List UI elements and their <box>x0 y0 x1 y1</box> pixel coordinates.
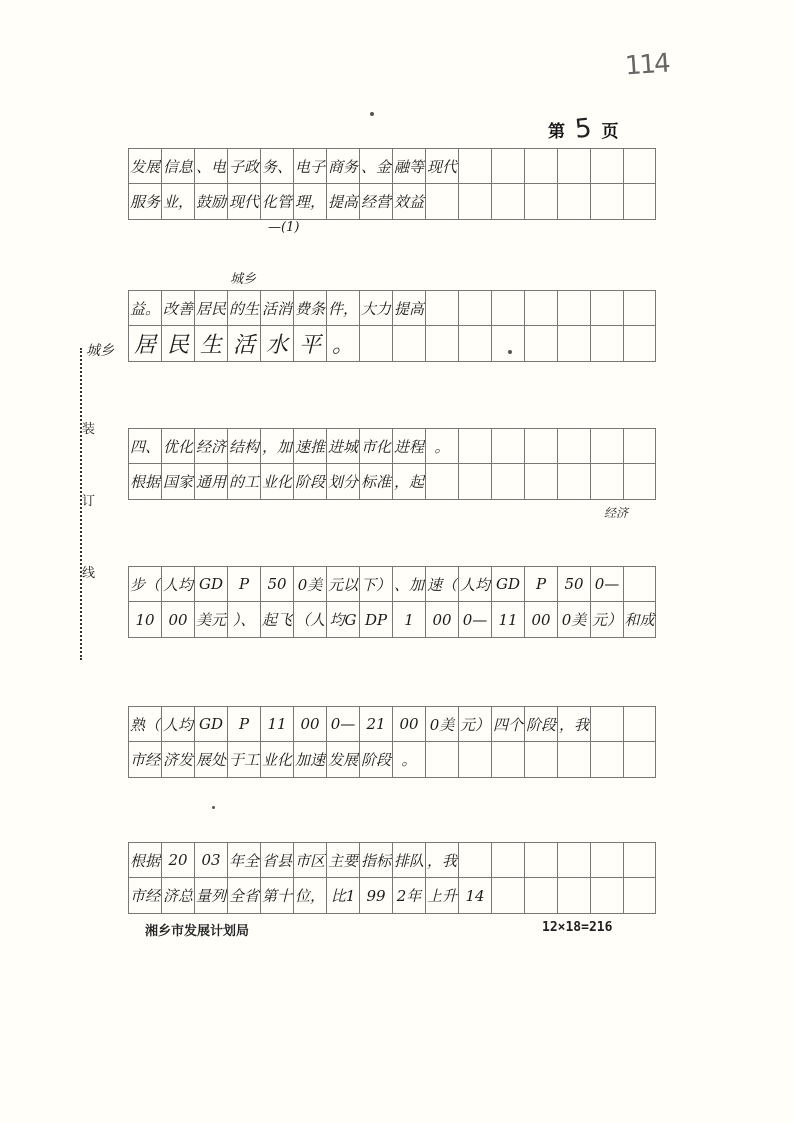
grid-cell: DP <box>359 602 392 638</box>
grid-cell: 标准 <box>359 464 392 500</box>
grid-cell: 人均 <box>161 566 194 602</box>
manuscript-line-7 <box>128 566 656 602</box>
grid-cell: 熟（ <box>128 706 161 742</box>
grid-cell: 业化 <box>260 742 293 778</box>
grid-cell: GD <box>194 566 227 602</box>
grid-cell: 大力 <box>359 290 392 326</box>
grid-cell: 电子 <box>293 148 326 184</box>
grid-cell: 四、 <box>128 428 161 464</box>
grid-cell <box>524 878 557 914</box>
insert-mark: —(1) <box>268 220 300 235</box>
margin-insert-note: 城乡 <box>230 272 257 287</box>
grid-cell: P <box>524 566 557 602</box>
grid-cell <box>458 742 491 778</box>
grid-cell: 指标 <box>359 842 392 878</box>
grid-cell: 年全 <box>227 842 260 878</box>
grid-cell: 均G <box>326 602 359 638</box>
grid-cell: 起飞 <box>260 602 293 638</box>
grid-cell <box>623 706 656 742</box>
grid-cell <box>623 326 656 362</box>
grid-cell: 全省 <box>227 878 260 914</box>
grid-cell: P <box>227 706 260 742</box>
grid-cell <box>590 290 623 326</box>
grid-cell: 子政 <box>227 148 260 184</box>
grid-cell: 。 <box>425 428 458 464</box>
grid-cell <box>557 742 590 778</box>
grid-cell: 元以 <box>326 566 359 602</box>
grid-cell: 人均 <box>458 566 491 602</box>
grid-cell <box>425 290 458 326</box>
grid-cell: 人均 <box>161 706 194 742</box>
grid-cell: 00 <box>293 706 326 742</box>
grid-cell: 0— <box>590 566 623 602</box>
grid-cell <box>491 290 524 326</box>
binding-label-middle: 订 <box>82 488 95 511</box>
grid-cell: 00 <box>524 602 557 638</box>
grid-cell: 通用 <box>194 464 227 500</box>
grid-cell: 、金 <box>359 148 392 184</box>
grid-cell <box>458 184 491 220</box>
grid-cell <box>557 184 590 220</box>
grid-cell: 14 <box>458 878 491 914</box>
grid-cell: 主要 <box>326 842 359 878</box>
grid-cell <box>590 742 623 778</box>
grid-cell: 费条 <box>293 290 326 326</box>
manuscript-line-4 <box>128 326 656 362</box>
grid-cell <box>524 428 557 464</box>
grid-cell: 00 <box>425 602 458 638</box>
grid-cell: GD <box>194 706 227 742</box>
grid-cell <box>491 464 524 500</box>
binding-label-top: 装 <box>82 416 95 439</box>
grid-cell <box>458 326 491 362</box>
grid-cell: 民 <box>161 326 194 362</box>
grid-cell: 业， <box>161 184 194 220</box>
grid-cell: 50 <box>260 566 293 602</box>
grid-cell: 融等 <box>392 148 425 184</box>
manuscript-line-2 <box>128 184 656 220</box>
grid-cell <box>491 148 524 184</box>
grid-cell <box>491 742 524 778</box>
grid-cell <box>524 842 557 878</box>
grid-cell <box>623 184 656 220</box>
grid-cell: ，加 <box>260 428 293 464</box>
left-margin-note: 城乡 <box>86 343 114 359</box>
grid-cell <box>557 878 590 914</box>
grid-cell: P <box>227 566 260 602</box>
grid-cell: 改善 <box>161 290 194 326</box>
grid-cell <box>623 428 656 464</box>
grid-cell <box>590 706 623 742</box>
grid-cell: 上升 <box>425 878 458 914</box>
grid-cell: 经济 <box>194 428 227 464</box>
manuscript-line-10 <box>128 742 656 778</box>
grid-cell: 进程 <box>392 428 425 464</box>
grid-cell: 省县 <box>260 842 293 878</box>
grid-cell <box>425 742 458 778</box>
grid-cell <box>458 464 491 500</box>
grid-cell <box>458 428 491 464</box>
grid-cell: 进城 <box>326 428 359 464</box>
grid-cell: 0美 <box>425 706 458 742</box>
grid-cell: 提高 <box>392 290 425 326</box>
grid-cell: 2年 <box>392 878 425 914</box>
grid-cell <box>557 464 590 500</box>
header-prefix: 第 <box>548 122 565 142</box>
grid-cell: 鼓励 <box>194 184 227 220</box>
manuscript-line-6 <box>128 464 656 500</box>
grid-cell <box>623 878 656 914</box>
grid-cell: ）、 <box>227 602 260 638</box>
grid-cell <box>524 148 557 184</box>
grid-cell <box>524 184 557 220</box>
grid-cell <box>359 326 392 362</box>
grid-cell: 下） <box>359 566 392 602</box>
grid-cell: 效益 <box>392 184 425 220</box>
grid-cell: 加速 <box>293 742 326 778</box>
page-header <box>548 114 619 144</box>
grid-cell: 水 <box>260 326 293 362</box>
grid-cell <box>557 428 590 464</box>
grid-cell: 量列 <box>194 878 227 914</box>
grid-cell: GD <box>491 566 524 602</box>
grid-cell: 发展 <box>128 148 161 184</box>
grid-cell: ，起 <box>392 464 425 500</box>
right-margin-note: 经济 <box>604 506 629 520</box>
grid-cell <box>524 290 557 326</box>
grid-cell: 活消 <box>260 290 293 326</box>
grid-cell <box>491 878 524 914</box>
grid-cell: 现代 <box>227 184 260 220</box>
grid-cell: 和成 <box>623 602 656 638</box>
grid-cell: 元） <box>590 602 623 638</box>
grid-cell: 四个 <box>491 706 524 742</box>
grid-cell: 1 <box>392 602 425 638</box>
grid-cell: 、加 <box>392 566 425 602</box>
ink-speck <box>212 806 215 809</box>
grid-cell <box>524 326 557 362</box>
grid-cell: 服务 <box>128 184 161 220</box>
grid-cell: 优化 <box>161 428 194 464</box>
grid-cell: 根据 <box>128 464 161 500</box>
grid-cell: 居民 <box>194 290 227 326</box>
grid-cell: 市经 <box>128 878 161 914</box>
grid-cell <box>524 464 557 500</box>
grid-cell: 市区 <box>293 842 326 878</box>
grid-cell <box>425 184 458 220</box>
header-page-number: 5 <box>573 113 594 145</box>
grid-cell <box>458 148 491 184</box>
grid-cell: 美元 <box>194 602 227 638</box>
grid-cell: 的生 <box>227 290 260 326</box>
pencil-page-number: 114 <box>624 48 670 82</box>
grid-cell: 展处 <box>194 742 227 778</box>
grid-cell <box>623 290 656 326</box>
grid-cell: 第十 <box>260 878 293 914</box>
grid-cell <box>524 742 557 778</box>
grid-cell <box>458 290 491 326</box>
grid-cell: 位， <box>293 878 326 914</box>
grid-cell <box>557 842 590 878</box>
grid-cell: 阶段 <box>359 742 392 778</box>
manuscript-line-3 <box>128 290 656 326</box>
grid-cell: 市化 <box>359 428 392 464</box>
grid-cell <box>590 464 623 500</box>
manuscript-line-5 <box>128 428 656 464</box>
grid-cell <box>590 842 623 878</box>
grid-cell: 现代 <box>425 148 458 184</box>
grid-cell: 0— <box>458 602 491 638</box>
grid-cell: 10 <box>128 602 161 638</box>
grid-cell: 济总 <box>161 878 194 914</box>
grid-cell <box>590 326 623 362</box>
grid-cell: 于工 <box>227 742 260 778</box>
grid-cell: 发展 <box>326 742 359 778</box>
grid-cell: ，我 <box>425 842 458 878</box>
grid-cell <box>557 148 590 184</box>
grid-cell: 益。 <box>128 290 161 326</box>
grid-cell: 速（ <box>425 566 458 602</box>
grid-cell: 划分 <box>326 464 359 500</box>
grid-cell: 济发 <box>161 742 194 778</box>
grid-cell: 居 <box>128 326 161 362</box>
grid-cell: 商务 <box>326 148 359 184</box>
footer-organization: 湘乡市发展计划局 <box>145 924 250 939</box>
grid-cell: 。 <box>326 326 359 362</box>
grid-cell: 00 <box>161 602 194 638</box>
grid-cell: 速推 <box>293 428 326 464</box>
grid-cell: 0美 <box>293 566 326 602</box>
grid-cell: 99 <box>359 878 392 914</box>
grid-cell: 50 <box>557 566 590 602</box>
grid-cell: 国家 <box>161 464 194 500</box>
grid-cell: 结构 <box>227 428 260 464</box>
grid-cell: 00 <box>392 706 425 742</box>
binding-label-bottom: 线 <box>82 560 95 583</box>
grid-cell: （人 <box>293 602 326 638</box>
grid-cell: 信息 <box>161 148 194 184</box>
grid-cell: 0美 <box>557 602 590 638</box>
grid-cell: 元） <box>458 706 491 742</box>
grid-cell: 阶段 <box>524 706 557 742</box>
grid-cell <box>623 842 656 878</box>
ink-speck <box>370 112 374 116</box>
manuscript-line-11 <box>128 842 656 878</box>
grid-cell: 理， <box>293 184 326 220</box>
grid-cell: 根据 <box>128 842 161 878</box>
grid-cell <box>623 464 656 500</box>
grid-cell: 排队 <box>392 842 425 878</box>
manuscript-line-12 <box>128 878 656 914</box>
grid-cell: 步（ <box>128 566 161 602</box>
grid-cell: 平 <box>293 326 326 362</box>
grid-cell: 21 <box>359 706 392 742</box>
grid-cell: 生 <box>194 326 227 362</box>
manuscript-line-9 <box>128 706 656 742</box>
grid-cell <box>458 842 491 878</box>
grid-cell <box>623 742 656 778</box>
grid-cell <box>491 842 524 878</box>
grid-cell: 0— <box>326 706 359 742</box>
grid-cell: 11 <box>260 706 293 742</box>
grid-cell <box>590 878 623 914</box>
grid-cell: 市经 <box>128 742 161 778</box>
grid-cell <box>590 428 623 464</box>
grid-cell <box>491 184 524 220</box>
grid-cell: 的工 <box>227 464 260 500</box>
grid-cell: 、电 <box>194 148 227 184</box>
grid-cell: 03 <box>194 842 227 878</box>
grid-cell <box>491 428 524 464</box>
footer-grid-spec: 12×18=216 <box>542 920 613 935</box>
manuscript-line-8 <box>128 602 656 638</box>
grid-cell <box>623 148 656 184</box>
grid-cell: 11 <box>491 602 524 638</box>
grid-cell: 活 <box>227 326 260 362</box>
grid-cell: ，我 <box>557 706 590 742</box>
grid-cell: 化管 <box>260 184 293 220</box>
grid-cell: 务、 <box>260 148 293 184</box>
grid-cell: 20 <box>161 842 194 878</box>
grid-cell: 阶段 <box>293 464 326 500</box>
grid-cell: 。 <box>392 742 425 778</box>
grid-cell: 比1 <box>326 878 359 914</box>
grid-cell <box>425 326 458 362</box>
grid-cell <box>425 464 458 500</box>
grid-cell <box>557 326 590 362</box>
grid-cell: 提高 <box>326 184 359 220</box>
grid-cell <box>623 566 656 602</box>
grid-cell <box>557 290 590 326</box>
grid-cell: 经营 <box>359 184 392 220</box>
header-suffix: 页 <box>601 122 619 142</box>
ink-speck <box>508 350 512 354</box>
grid-cell <box>590 148 623 184</box>
grid-cell <box>590 184 623 220</box>
grid-cell: 业化 <box>260 464 293 500</box>
grid-cell: 件， <box>326 290 359 326</box>
grid-cell <box>392 326 425 362</box>
grid-cell <box>491 326 524 362</box>
manuscript-line-1 <box>128 148 656 184</box>
